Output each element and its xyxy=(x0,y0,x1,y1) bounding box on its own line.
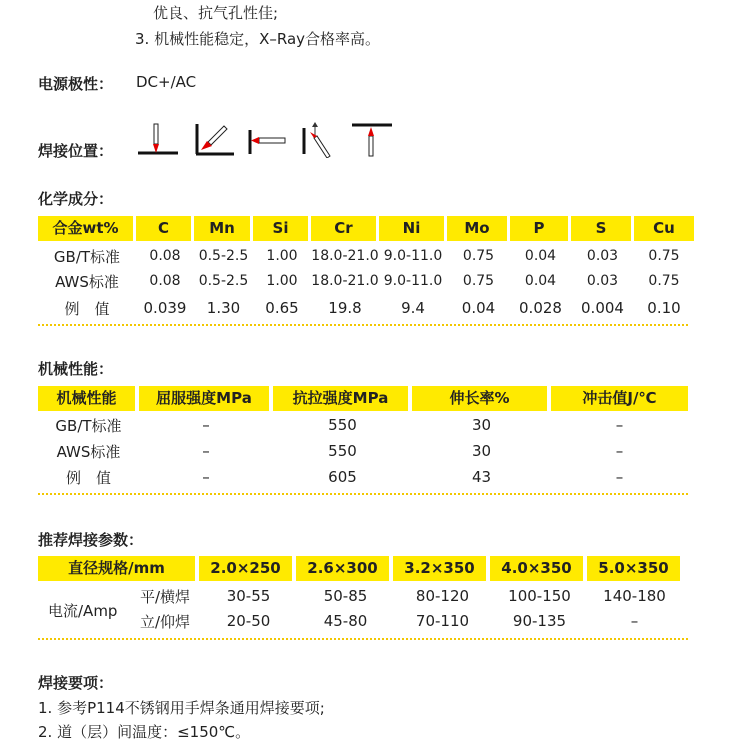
dotted-divider xyxy=(38,638,688,640)
mech-cell: – xyxy=(615,468,624,486)
chem-cell: 0.75 xyxy=(648,273,680,289)
mech-cell: – xyxy=(202,468,210,486)
notes-item: 2. 道（层）间温度：≤150℃。 xyxy=(38,723,251,741)
position-label: 焊接位置： xyxy=(38,142,114,160)
polarity-label: 电源极性： xyxy=(38,75,114,93)
mech-cell: 30 xyxy=(471,442,492,460)
chemistry-title: 化学成分： xyxy=(38,190,114,208)
mech-cell: 例 值 xyxy=(65,468,111,487)
param-cell: 70-110 xyxy=(415,612,470,630)
mech-header-impact: 冲击值J/℃ xyxy=(551,386,688,411)
chem-cell: 0.5-2.5 xyxy=(198,248,249,264)
intro-line-1: 优良、抗气孔性佳; xyxy=(153,4,279,22)
param-header-size: 2.0×250 xyxy=(199,556,292,581)
table-row xyxy=(38,297,694,319)
table-row xyxy=(38,466,688,488)
horizontal-position-icon xyxy=(247,122,291,158)
param-cell: 20-50 xyxy=(226,612,271,630)
table-row xyxy=(130,585,681,607)
chem-cell: 1.00 xyxy=(266,273,298,289)
chem-cell: 例 值 xyxy=(64,299,110,318)
mech-header-yield: 屈服强度MPa xyxy=(139,386,269,411)
chem-cell: 1.30 xyxy=(206,299,241,317)
chem-header-mo: Mo xyxy=(447,216,507,241)
chem-header-cr: Cr xyxy=(311,216,376,241)
param-cell: 80-120 xyxy=(415,587,470,605)
chem-cell: 9.0-11.0 xyxy=(383,248,443,264)
param-cell: 100-150 xyxy=(508,587,571,605)
chem-header-cu: Cu xyxy=(634,216,694,241)
chem-cell: 0.5-2.5 xyxy=(198,273,249,289)
param-header-size: 2.6×300 xyxy=(296,556,389,581)
horizontal-fillet-icon xyxy=(192,122,236,158)
chem-cell: 0.028 xyxy=(519,299,562,317)
vertical-up-icon xyxy=(300,122,344,158)
mech-cell: – xyxy=(202,442,210,460)
current-label: 电流/Amp xyxy=(48,602,118,620)
polarity-value: DC+/AC xyxy=(136,73,197,91)
mech-header-tensile: 抗拉强度MPa xyxy=(273,386,408,411)
chem-cell: 0.03 xyxy=(586,248,619,264)
dotted-divider xyxy=(38,493,688,495)
chem-cell: 0.04 xyxy=(524,248,557,264)
param-header-diameter: 直径规格/mm xyxy=(38,556,195,581)
dotted-divider xyxy=(38,324,688,326)
chem-cell: 0.08 xyxy=(149,248,181,264)
param-position: 立/仰焊 xyxy=(139,612,191,631)
chem-header-si: Si xyxy=(253,216,308,241)
mech-cell: 30 xyxy=(471,416,492,434)
table-row xyxy=(38,440,688,462)
chem-cell: 0.10 xyxy=(647,299,681,317)
mech-cell: GB/T标准 xyxy=(55,416,122,435)
param-cell: 90-135 xyxy=(512,612,567,630)
chem-cell: 0.04 xyxy=(461,299,496,317)
mechanical-title: 机械性能： xyxy=(38,360,114,378)
mech-cell: – xyxy=(615,442,624,460)
chem-cell: 0.75 xyxy=(462,273,495,289)
chem-cell: 9.0-11.0 xyxy=(383,273,443,289)
table-row xyxy=(130,610,681,632)
notes-item: 1. 参考P114不锈钢用手焊条通用焊接要项; xyxy=(38,699,325,717)
chem-cell: 9.4 xyxy=(401,299,425,317)
params-title: 推荐焊接参数： xyxy=(38,531,144,549)
mechanical-header-row xyxy=(38,386,688,411)
chem-cell: 0.03 xyxy=(586,273,619,289)
mech-cell: 43 xyxy=(471,468,492,486)
param-header-size: 3.2×350 xyxy=(393,556,486,581)
chem-header-p: P xyxy=(510,216,568,241)
intro-line-2: 3. 机械性能稳定，X–Ray合格率高。 xyxy=(135,30,381,48)
mech-header-property: 机械性能 xyxy=(38,386,135,411)
chem-cell: 0.65 xyxy=(265,299,299,317)
chem-cell: 0.04 xyxy=(524,273,557,289)
param-cell: – xyxy=(630,612,639,630)
param-cell: 140-180 xyxy=(603,587,666,605)
param-header-size: 4.0×350 xyxy=(490,556,583,581)
chem-cell: GB/T标准 xyxy=(53,247,121,266)
chem-cell: 19.8 xyxy=(328,299,362,317)
mech-cell: AWS标准 xyxy=(56,442,121,461)
table-row xyxy=(38,246,694,266)
chem-cell: 18.0-21.0 xyxy=(311,248,379,264)
table-row xyxy=(38,271,694,291)
mech-header-elongation: 伸长率% xyxy=(412,386,547,411)
param-cell: 50-85 xyxy=(323,587,368,605)
chem-header-alloy: 合金wt% xyxy=(38,216,133,241)
chem-cell: AWS标准 xyxy=(55,272,119,291)
chem-cell: 0.004 xyxy=(581,299,624,317)
flat-position-icon xyxy=(136,122,180,158)
table-row xyxy=(38,414,688,436)
chem-cell: 0.75 xyxy=(462,248,495,264)
chem-cell: 18.0-21.0 xyxy=(311,273,379,289)
chem-header-s: S xyxy=(571,216,631,241)
mech-cell: 550 xyxy=(328,416,357,434)
chem-cell: 0.08 xyxy=(149,273,181,289)
mech-cell: 550 xyxy=(328,442,357,460)
mech-cell: – xyxy=(615,416,624,434)
chem-cell: 0.039 xyxy=(143,299,187,317)
param-header-size: 5.0×350 xyxy=(587,556,680,581)
param-position: 平/横焊 xyxy=(139,587,191,606)
chem-cell: 0.75 xyxy=(648,248,680,264)
param-cell: 30-55 xyxy=(226,587,271,605)
params-header-row xyxy=(38,556,680,581)
chem-header-c: C xyxy=(136,216,191,241)
mech-cell: – xyxy=(202,416,210,434)
chem-header-ni: Ni xyxy=(379,216,444,241)
mech-cell: 605 xyxy=(328,468,357,486)
param-cell: 45-80 xyxy=(323,612,368,630)
overhead-position-icon xyxy=(350,122,394,158)
notes-title: 焊接要项： xyxy=(38,674,114,692)
chem-header-mn: Mn xyxy=(194,216,250,241)
chemistry-header-row xyxy=(38,216,694,241)
chem-cell: 1.00 xyxy=(266,248,298,264)
